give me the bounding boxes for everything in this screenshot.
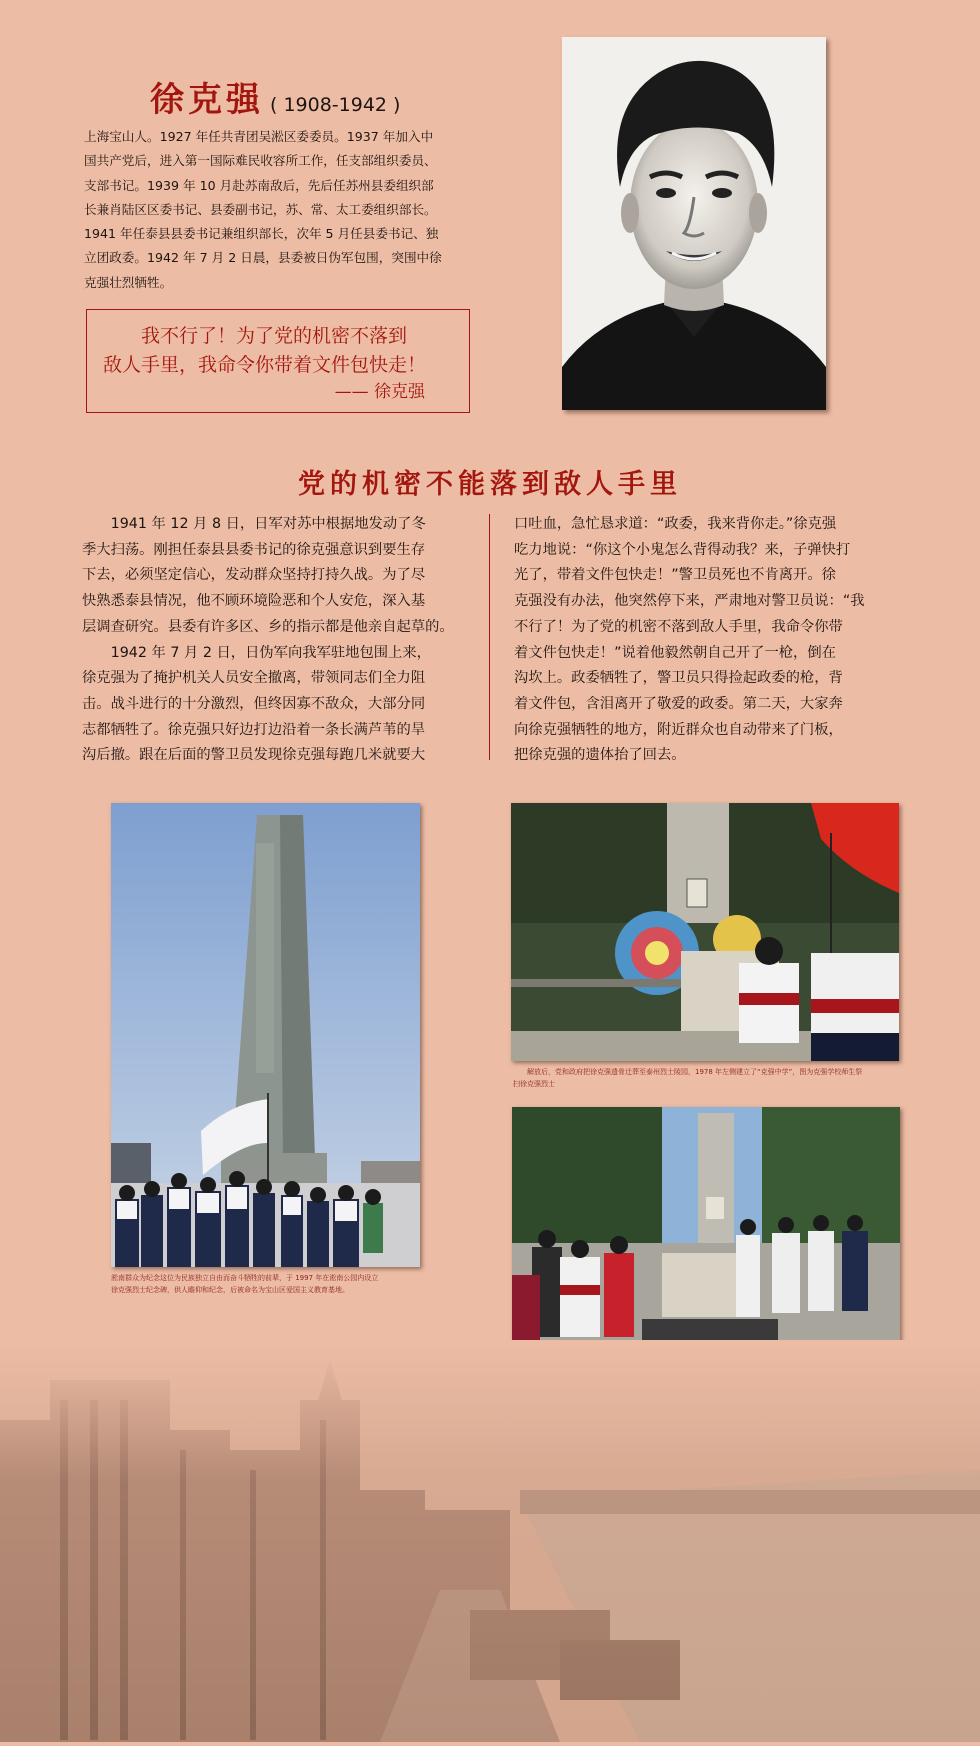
article-right-column — [514, 512, 904, 769]
tomb-ceremony-illustration — [511, 803, 899, 1061]
article-line: 1942 年 7 月 2 日，日伪军向我军驻地包围上来， — [110, 644, 431, 661]
quote-line-1: 我不行了！为了党的机密不落到 — [141, 325, 408, 347]
article-line: 着文件包，含泪离开了敬爱的政委。第二天，大家奔 — [514, 695, 843, 712]
article-line: 沟坎上。政委牺牲了，警卫员只得捡起政委的枪，背 — [514, 670, 843, 687]
article-line: 着文件包快走！”说着他毅然朝自己开了一枪，倒在 — [514, 644, 836, 661]
memorial-tower-caption — [111, 1272, 423, 1296]
column-divider — [489, 514, 490, 760]
tomb-visit-photo — [512, 1107, 900, 1361]
memorial-tower-illustration — [111, 803, 420, 1267]
cityscape-illustration — [0, 1340, 980, 1742]
bund-cityscape-background — [0, 1340, 980, 1742]
article-line: 徐克强为了掩护机关人员安全撤离，带领同志们全力阻 — [82, 670, 426, 687]
article-line: 不行了！为了党的机密不落到敌人手里，我命令你带 — [514, 618, 843, 635]
article-line: 击。战斗进行的十分激烈，但终因寡不敌众，大部分同 — [82, 695, 426, 712]
article-left-column — [82, 512, 472, 769]
article-line: 快熟悉泰县情况，他不顾环境险恶和个人安危，深入基 — [82, 593, 426, 610]
quote-line-2: 敌人手里，我命令你带着文件包快走！ — [103, 354, 427, 376]
article-line: 下去，必须坚定信心，发动群众坚持打持久战。为了尽 — [82, 567, 426, 584]
bio-line: 1941 年任泰县县委书记兼组织部长，次年 5 月任县委书记、独 — [84, 226, 439, 242]
bio-line: 立团政委。1942 年 7 月 2 日晨，县委被日伪军包围，突围中徐 — [84, 250, 442, 266]
memorial-tower-photo — [111, 803, 420, 1267]
caption-line: 徐克强烈士纪念碑，供人瞻仰和纪念，后被命名为宝山区爱国主义教育基地。 — [111, 1286, 349, 1294]
bio-line: 长兼肖陆区区委书记、县委副书记，苏、常、太工委组织部长。 — [84, 201, 437, 217]
article-line: 克强没有办法，他突然停下来，严肃地对警卫员说：“我 — [514, 593, 865, 610]
bio-line: 克强壮烈牺牲。 — [84, 274, 173, 290]
caption-line: 扫徐克强烈士 — [513, 1080, 555, 1088]
article-line: 1941 年 12 月 8 日，日军对苏中根据地发动了冬 — [110, 516, 426, 532]
caption-line: 淞南群众为纪念这位为民族独立自由而奋斗牺牲的前辈，于 1997 年在淞南公园内设立 — [111, 1274, 379, 1282]
caption-line: 解放后，党和政府把徐克强遗骨迁葬至泰州烈士陵园，1978 年左侧建立了“克强中学”，图为克强学校师生祭 — [527, 1068, 863, 1076]
article-line: 志都牺牲了。徐克强只好边打边沿着一条长满芦苇的旱 — [82, 721, 426, 738]
bio-line: 国共产党后，进入第一国际难民收容所工作，任支部组织委员、 — [84, 153, 437, 169]
person-dates: ( 1908-1942 ) — [270, 94, 401, 116]
article-line: 层调查研究。县委有许多区、乡的指示都是他亲自起草的。 — [82, 618, 454, 635]
portrait-photo — [562, 37, 826, 410]
article-line: 把徐克强的遗体抬了回去。 — [514, 747, 686, 764]
section-title: 党的机密不能落到敌人手里 — [298, 469, 682, 500]
tomb-ceremony-caption — [513, 1066, 903, 1090]
quote-author: —— 徐克强 — [334, 382, 425, 402]
article-line: 吃力地说：“你这个小鬼怎么背得动我？来，子弹快打 — [514, 541, 851, 558]
article-line: 向徐克强牺牲的地方，附近群众也自动带来了门板， — [514, 721, 843, 738]
person-bio — [84, 125, 470, 295]
person-heading — [150, 72, 400, 121]
article-line: 季大扫荡。刚担任泰县县委书记的徐克强意识到要生存 — [82, 541, 426, 558]
bio-line: 支部书记。1939 年 10 月赴苏南敌后，先后任苏州县委组织部 — [84, 177, 434, 193]
article-line: 口吐血，急忙恳求道：“政委，我来背你走。”徐克强 — [514, 516, 837, 532]
portrait-illustration — [562, 37, 826, 410]
person-name: 徐克强 — [150, 80, 264, 120]
article-line: 沟后撤。跟在后面的警卫员发现徐克强每跑几米就要大 — [82, 747, 426, 764]
article-line: 光了，带着文件包快走！”警卫员死也不肯离开。徐 — [514, 567, 836, 584]
bio-line: 上海宝山人。1927 年任共青团吴淞区委委员。1937 年加入中 — [84, 129, 434, 144]
tomb-ceremony-photo — [511, 803, 899, 1061]
tomb-visit-illustration — [512, 1107, 900, 1361]
quote-box — [86, 309, 470, 413]
